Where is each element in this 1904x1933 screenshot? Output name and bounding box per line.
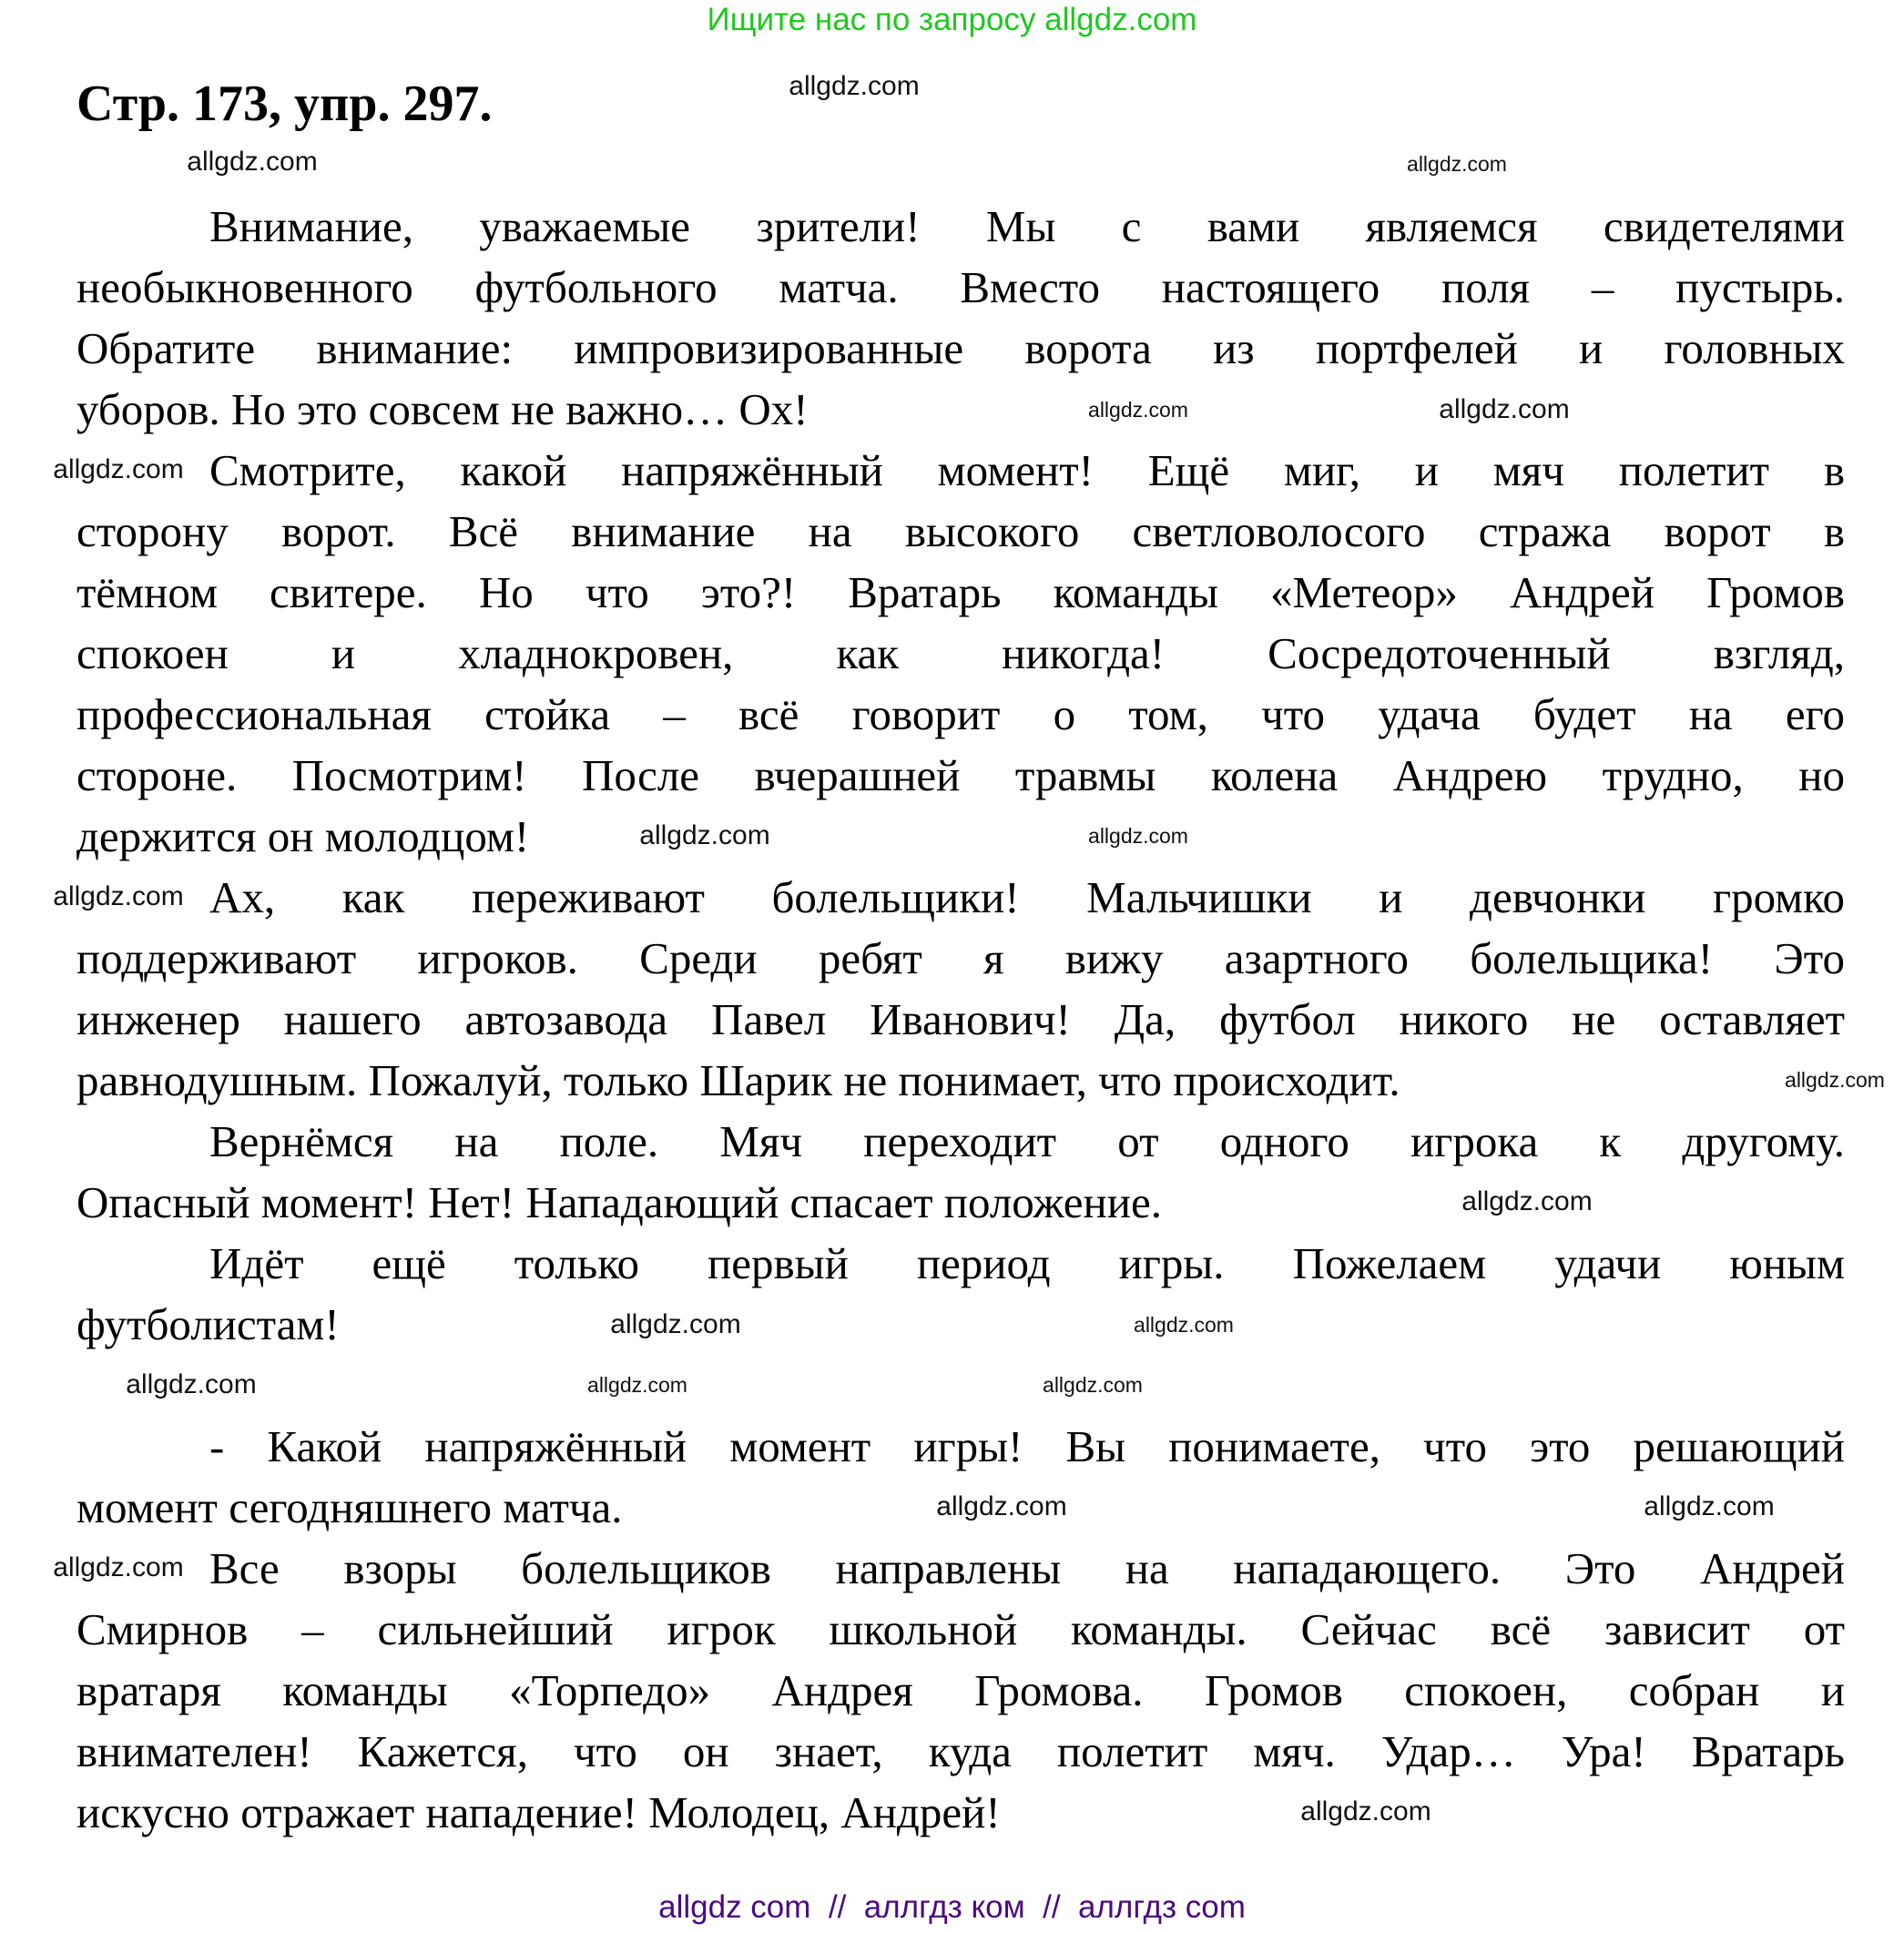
- paragraph-line: тёмном свитере. Но что это?! Вратарь команды «Метеор» Андрей Громов: [76, 567, 1845, 617]
- watermark-text: allgdz.com: [587, 1373, 687, 1397]
- watermark-text: allgdz.com: [1644, 1491, 1775, 1521]
- paragraph-line: Смотрите, какой напряжённый момент! Ещё миг, и мяч полетит в: [209, 445, 1845, 495]
- page-title: Стр. 173, упр. 297.: [76, 76, 493, 132]
- paragraph-line: Идёт ещё только первый период игры. Пожелаем удачи юным: [209, 1238, 1845, 1288]
- paragraph-line: профессиональная стойка – всё говорит о том, что удача будет на его: [76, 689, 1845, 739]
- paragraph-line: сторону ворот. Всё внимание на высокого светловолосого стража ворот в: [76, 506, 1845, 556]
- watermark-text: allgdz.com: [1088, 824, 1188, 848]
- paragraph-line: Ах, как переживают болельщики! Мальчишки и девчонки громко: [209, 872, 1845, 922]
- paragraph-line: Смирнов – сильнейший игрок школьной команды. Сейчас всё зависит от: [76, 1604, 1845, 1654]
- watermark-text: allgdz.com: [610, 1309, 741, 1339]
- blank-line: [76, 1355, 1845, 1416]
- watermark-text: allgdz.com: [789, 71, 920, 101]
- paragraph-line: вратаря команды «Торпедо» Андрея Громова. Громов спокоен, собран и: [76, 1665, 1845, 1715]
- footer-watermark: allgdz com // аллгдз ком // аллгдз com: [658, 1889, 1246, 1925]
- search-banner: Ищите нас по запросу allgdz.com: [707, 2, 1197, 37]
- watermark-text: allgdz.com: [639, 820, 770, 850]
- paragraph-line: Вернёмся на поле. Мяч переходит от одного игрока к другому.: [209, 1116, 1845, 1166]
- watermark-text: allgdz.com: [1461, 1186, 1593, 1216]
- watermark-text: allgdz.com: [126, 1369, 257, 1399]
- paragraph-line: поддерживают игроков. Среди ребят я вижу азартного болельщика! Это: [76, 933, 1845, 983]
- watermark-text: allgdz.com: [1439, 394, 1570, 424]
- watermark-text: allgdz.com: [53, 1552, 184, 1582]
- paragraph-line: Обратите внимание: импровизированные ворота из портфелей и головных: [76, 323, 1845, 373]
- paragraph-line: равнодушным. Пожалуй, только Шарик не понимает, что происходит.: [76, 1055, 1400, 1105]
- paragraph-line: внимателен! Кажется, что он знает, куда полетит мяч. Удар… Ура! Вратарь: [76, 1726, 1845, 1776]
- watermark-text: allgdz.com: [1088, 398, 1188, 422]
- watermark-text: allgdz.com: [1407, 152, 1507, 176]
- paragraph-line: - Какой напряжённый момент игры! Вы понимаете, что это решающий: [209, 1421, 1845, 1471]
- paragraph-line: Внимание, уважаемые зрители! Мы с вами являемся свидетелями: [209, 201, 1845, 251]
- paragraph-line: искусно отражает нападение! Молодец, Андрей!: [76, 1787, 1001, 1837]
- watermark-text: allgdz.com: [1043, 1373, 1143, 1397]
- watermark-text: allgdz.com: [1300, 1796, 1431, 1826]
- exercise-text: [76, 196, 1845, 1843]
- paragraph-line: уборов. Но это совсем не важно… Ох!: [76, 384, 809, 434]
- watermark-text: allgdz.com: [53, 454, 184, 484]
- paragraph-line: Опасный момент! Нет! Нападающий спасает положение.: [76, 1177, 1162, 1227]
- paragraph-line: Все взоры болельщиков направлены на нападающего. Это Андрей: [209, 1543, 1845, 1593]
- watermark-text: allgdz.com: [53, 881, 184, 911]
- watermark-text: allgdz.com: [187, 147, 318, 177]
- paragraph-line: держится он молодцом!: [76, 811, 530, 861]
- paragraph-line: необыкновенного футбольного матча. Вместо настоящего поля – пустырь.: [76, 262, 1845, 312]
- paragraph-line: момент сегодняшнего матча.: [76, 1482, 623, 1532]
- watermark-text: allgdz.com: [1785, 1068, 1885, 1092]
- watermark-text: allgdz.com: [936, 1491, 1067, 1521]
- paragraph-line: стороне. Посмотрим! После вчерашней травмы колена Андрею трудно, но: [76, 750, 1845, 800]
- paragraph-line: спокоен и хладнокровен, как никогда! Сосредоточенный взгляд,: [76, 628, 1845, 678]
- paragraph-line: инженер нашего автозавода Павел Иванович! Да, футбол никого не оставляет: [76, 994, 1845, 1044]
- paragraph-line: футболистам!: [76, 1299, 340, 1349]
- watermark-text: allgdz.com: [1134, 1313, 1234, 1337]
